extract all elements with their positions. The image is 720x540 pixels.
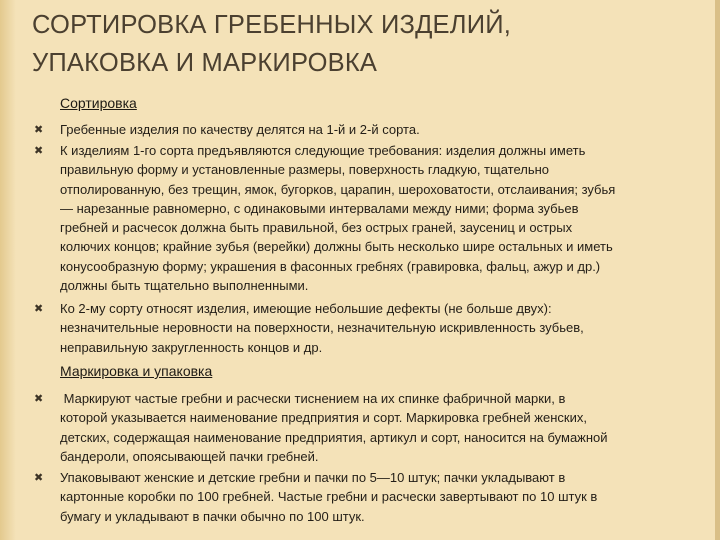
text-line: Гребенные изделия по качеству делятся на 1-й и 2-й сорта.	[60, 122, 420, 137]
text-line: бандероли, опоясывающей пачки гребней.	[60, 448, 319, 464]
text-line: конусообразную форму; украшения в фасонных гребнях (гравировка, фальц, ажур и др.)	[60, 258, 601, 274]
slide-title	[32, 6, 702, 82]
close-icon: ✖	[34, 393, 44, 405]
right-edge-decoration	[715, 0, 720, 540]
close-icon: ✖	[34, 124, 44, 136]
text-line: — нарезанные равномерно, с одинаковыми интервалами между ними; форма зубьев	[60, 200, 579, 216]
text-line: бумагу и укладывают в пачки обычно по 100 штук.	[60, 508, 365, 524]
text-line: незначительные неровности на поверхности, незначительную искривленность зубьев,	[60, 320, 584, 336]
bullet-text	[60, 141, 710, 295]
bullet-text	[60, 389, 710, 466]
bullet-text	[60, 120, 710, 139]
text-line: Ко 2-му сорту относят изделия, имеющие небольшие дефекты (не больше двух):	[60, 301, 552, 316]
text-line: К изделиям 1-го сорта предъявляются следующие требования: изделия должны иметь	[60, 143, 586, 158]
title-line: СОРТИРОВКА ГРЕБЕННЫХ ИЗДЕЛИЙ,	[32, 11, 512, 39]
text-line: должны быть тщательно выполненными.	[60, 278, 309, 294]
title-line: УПАКОВКА И МАРКИРОВКА	[32, 49, 378, 77]
text-line: картонные коробки по 100 гребней. Частые гребни и расчески завертывают по 10 штук в	[60, 489, 598, 505]
text-line: неправильную закругленность концов и др.	[60, 339, 323, 355]
text-line: которой указывается наименование предприятия и сорт. Маркировка гребней женских,	[60, 410, 587, 426]
close-icon: ✖	[34, 145, 44, 157]
text-line: правильную форму и установленные размеры, поверхность гладкую, тщательно	[60, 162, 550, 178]
bullet-text	[60, 299, 710, 357]
text-line: гребней и расчесок должна быть правильной, без острых граней, заусениц и острых	[60, 220, 573, 236]
text-line: Маркируют частые гребни и расчески тиснением на их спинке фабричной марки, в	[60, 391, 566, 406]
close-icon: ✖	[34, 472, 44, 484]
left-edge-decoration	[0, 0, 16, 540]
text-line: детских, содержащая наименование предприятия, артикул и сорт, наносится на бумажной	[60, 429, 608, 445]
text-line: колючих концов; крайние зубья (верейки) должны быть несколько шире остальных и иметь	[60, 239, 613, 255]
text-line: отполированную, без трещин, ямок, бугорков, царапин, шероховатости, отслаивания; зубья	[60, 181, 616, 197]
close-icon: ✖	[34, 303, 44, 315]
bullet-text	[60, 468, 710, 526]
section-heading-marking: Маркировка и упаковка	[60, 363, 213, 379]
text-line: Упаковывают женские и детские гребни и пачки по 5—10 штук; пачки укладывают в	[60, 470, 566, 485]
section-heading-sorting: Сортировка	[60, 95, 137, 111]
